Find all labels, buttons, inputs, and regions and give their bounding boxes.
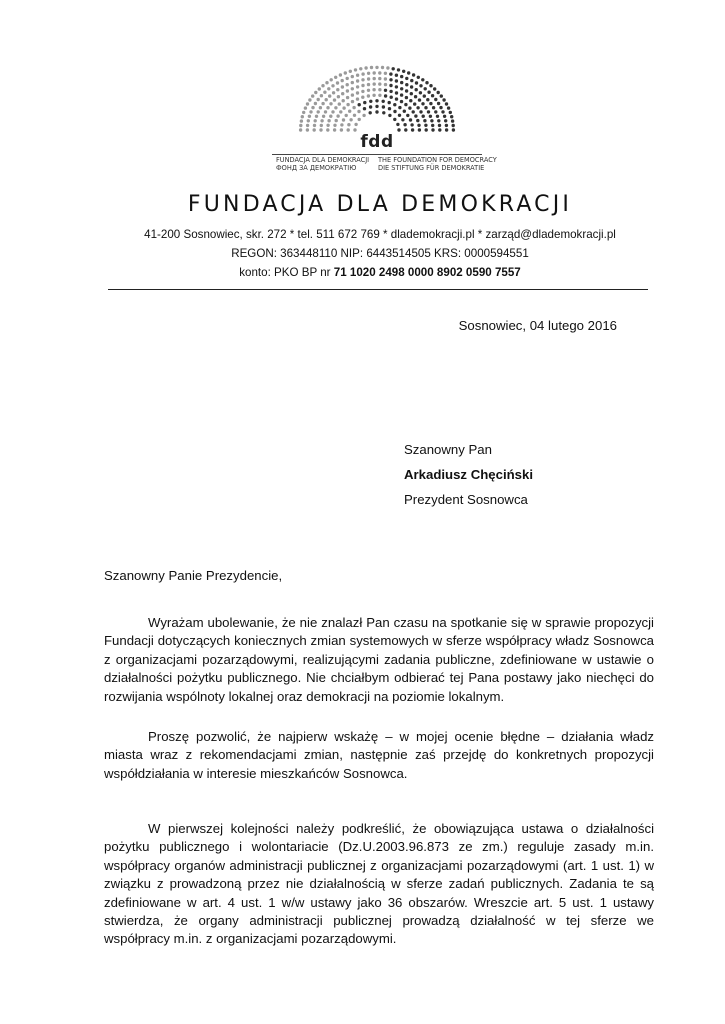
hemicycle-seat-dot	[393, 103, 396, 106]
hemicycle-seat-dot	[346, 89, 349, 92]
hemicycle-seat-dot	[349, 118, 352, 121]
hemicycle-seat-dot	[321, 84, 324, 87]
hemicycle-seat-dot	[382, 100, 385, 103]
hemicycle-seat-dot	[437, 91, 440, 94]
hemicycle-seat-dot	[354, 68, 357, 71]
hemicycle-seat-dot	[410, 92, 413, 95]
hemicycle-seat-dot	[307, 119, 310, 122]
hemicycle-seat-dot	[356, 79, 359, 82]
hemicycle-seat-dot	[311, 106, 314, 109]
hemicycle-seat-dot	[423, 94, 426, 97]
hemicycle-seat-dot	[434, 98, 437, 101]
hemicycle-seat-dot	[438, 124, 441, 127]
hemicycle-seat-dot	[351, 87, 354, 90]
hemicycle-seat-dot	[412, 110, 415, 113]
account-prefix: konto: PKO BP nr	[239, 266, 334, 279]
hemicycle-seat-dot	[449, 111, 452, 114]
hemicycle-seat-dot	[437, 102, 440, 105]
hemicycle-seat-dot	[410, 85, 413, 88]
hemicycle-seat-dot	[395, 85, 398, 88]
hemicycle-seat-dot	[451, 119, 454, 122]
hemicycle-seat-dot	[434, 110, 437, 113]
hemicycle-seat-dot	[402, 70, 405, 73]
hemicycle-seat-dot	[342, 99, 345, 102]
hemicycle-seat-dot	[389, 90, 392, 93]
hemicycle-seat-dot	[373, 82, 376, 85]
hemicycle-seat-dot	[300, 119, 303, 122]
hemicycle-seat-dot	[329, 102, 332, 105]
hemicycle-seat-dot	[424, 87, 427, 90]
recipient-name: Arkadiusz Chęciński	[404, 467, 533, 482]
hemicycle-seat-dot	[403, 123, 406, 126]
hemicycle-seat-dot	[370, 66, 373, 69]
hemicycle-seat-dot	[419, 91, 422, 94]
hemicycle-seat-dot	[320, 94, 323, 97]
hemicycle-seat-dot	[331, 110, 334, 113]
hemicycle-seat-dot	[384, 83, 387, 86]
hemicycle-seat-dot	[313, 124, 316, 127]
hemicycle-seat-dot	[447, 106, 450, 109]
hemicycle-seat-dot	[321, 102, 324, 105]
hemicycle-seat-dot	[369, 111, 372, 114]
foundation-logo	[262, 52, 497, 180]
hemicycle-seat-dot	[306, 124, 309, 127]
hemicycle-seat-dot	[378, 94, 381, 97]
parliament-hemicycle-icon	[262, 52, 492, 132]
hemicycle-seat-dot	[424, 106, 427, 109]
hemicycle-seat-dot	[315, 115, 318, 118]
hemicycle-seat-dot	[335, 119, 338, 122]
hemicycle-seat-dot	[320, 124, 323, 127]
hemicycle-seat-dot	[384, 94, 387, 97]
hemicycle-seat-dot	[369, 100, 372, 103]
hemicycle-seat-dot	[400, 75, 403, 78]
organization-name: FUNDACJA DLA DEMOKRACJI	[187, 192, 573, 217]
hemicycle-seat-dot	[346, 96, 349, 99]
hemicycle-seat-dot	[342, 106, 345, 109]
hemicycle-seat-dot	[421, 78, 424, 81]
hemicycle-seat-dot	[381, 66, 384, 69]
hemicycle-seat-dot	[425, 81, 428, 84]
hemicycle-seat-dot	[390, 96, 393, 99]
hemicycle-seat-dot	[342, 118, 345, 121]
hemicycle-seat-dot	[384, 89, 387, 92]
hemicycle-seat-dot	[395, 97, 398, 100]
hemicycle-seat-dot	[430, 119, 433, 122]
hemicycle-seat-dot	[397, 68, 400, 71]
hemicycle-seat-dot	[369, 105, 372, 108]
hemicycle-seat-dot	[392, 67, 395, 70]
hemicycle-seat-dot	[389, 78, 392, 81]
hemicycle-seat-dot	[407, 71, 410, 74]
hemicycle-seat-dot	[352, 106, 355, 109]
hemicycle-seat-dot	[320, 119, 323, 122]
hemicycle-seat-dot	[338, 102, 341, 105]
hemicycle-seat-dot	[358, 118, 361, 121]
hemicycle-seat-dot	[421, 102, 424, 105]
hemicycle-seat-dot	[400, 93, 403, 96]
hemicycle-seat-dot	[325, 81, 328, 84]
hemicycle-seat-dot	[327, 119, 330, 122]
hemicycle-seat-dot	[431, 124, 434, 127]
hemicycle-seat-dot	[427, 110, 430, 113]
hemicycle-seat-dot	[328, 94, 331, 97]
hemicycle-seat-dot	[445, 102, 448, 105]
logo-left-text	[276, 156, 369, 172]
hemicycle-seat-dot	[398, 114, 401, 117]
hemicycle-seat-dot	[372, 88, 375, 91]
hemicycle-seat-dot	[409, 118, 412, 121]
hemicycle-seat-dot	[344, 71, 347, 74]
hemicycle-seat-dot	[415, 88, 418, 91]
hemicycle-seat-dot	[351, 93, 354, 96]
hemicycle-seat-dot	[398, 106, 401, 109]
hemicycle-seat-dot	[393, 118, 396, 121]
hemicycle-seat-dot	[323, 91, 326, 94]
hemicycle-seat-dot	[429, 84, 432, 87]
hemicycle-seat-dot	[416, 119, 419, 122]
hemicycle-seat-dot	[375, 66, 378, 69]
hemicycle-seat-dot	[388, 101, 391, 104]
header-divider	[108, 289, 648, 290]
registry-line: REGON: 363448110 NIP: 6443514505 KRS: 0000594551	[231, 247, 529, 260]
hemicycle-seat-dot	[324, 110, 327, 113]
hemicycle-seat-dot	[375, 105, 378, 108]
hemicycle-seat-dot	[382, 105, 385, 108]
hemicycle-seat-dot	[405, 89, 408, 92]
hemicycle-seat-dot	[450, 115, 453, 118]
hemicycle-seat-dot	[356, 97, 359, 100]
hemicycle-seat-dot	[395, 91, 398, 94]
hemicycle-seat-dot	[395, 79, 398, 82]
hemicycle-seat-dot	[322, 115, 325, 118]
hemicycle-seat-dot	[386, 66, 389, 69]
hemicycle-seat-dot	[336, 114, 339, 117]
hemicycle-seat-dot	[388, 114, 391, 117]
hemicycle-seat-dot	[309, 110, 312, 113]
hemicycle-seat-dot	[304, 106, 307, 109]
hemicycle-seat-dot	[341, 85, 344, 88]
hemicycle-seat-dot	[346, 77, 349, 80]
hemicycle-seat-dot	[432, 106, 435, 109]
hemicycle-seat-dot	[396, 123, 399, 126]
hemicycle-seat-dot	[337, 95, 340, 98]
hemicycle-seat-dot	[340, 123, 343, 126]
hemicycle-seat-dot	[412, 73, 415, 76]
hemicycle-seat-dot	[404, 103, 407, 106]
hemicycle-seat-dot	[311, 94, 314, 97]
hemicycle-seat-dot	[326, 124, 329, 127]
logo-right-line-2: DIE STIFTUNG FÜR DEMOKRATIE	[378, 164, 485, 173]
logo-left-line-2: ФОНД ЗА ДЕМОКРАТІЮ	[276, 164, 357, 173]
hemicycle-seat-dot	[325, 98, 328, 101]
hemicycle-seat-dot	[306, 102, 309, 105]
hemicycle-seat-dot	[361, 90, 364, 93]
hemicycle-seat-dot	[317, 98, 320, 101]
hemicycle-seat-dot	[384, 72, 387, 75]
hemicycle-seat-dot	[424, 124, 427, 127]
hemicycle-seat-dot	[445, 124, 448, 127]
hemicycle-seat-dot	[419, 110, 422, 113]
hemicycle-seat-dot	[431, 94, 434, 97]
hemicycle-seat-dot	[330, 78, 333, 81]
hemicycle-seat-dot	[308, 115, 311, 118]
hemicycle-seat-dot	[351, 81, 354, 84]
hemicycle-seat-dot	[439, 106, 442, 109]
hemicycle-seat-dot	[414, 95, 417, 98]
hemicycle-seat-dot	[429, 115, 432, 118]
hemicycle-seat-dot	[395, 74, 398, 77]
hemicycle-seat-dot	[393, 110, 396, 113]
hemicycle-seat-dot	[405, 96, 408, 99]
hemicycle-seat-dot	[358, 103, 361, 106]
hemicycle-seat-dot	[339, 110, 342, 113]
hemicycle-seat-dot	[346, 83, 349, 86]
hemicycle-seat-dot	[327, 87, 330, 90]
hemicycle-seat-dot	[345, 114, 348, 117]
hemicycle-seat-dot	[333, 124, 336, 127]
logo-divider	[272, 154, 482, 155]
hemicycle-seat-dot	[401, 118, 404, 121]
hemicycle-seat-dot	[349, 70, 352, 73]
hemicycle-seat-dot	[415, 81, 418, 84]
hemicycle-seat-dot	[333, 98, 336, 101]
hemicycle-seat-dot	[364, 66, 367, 69]
hemicycle-seat-dot	[405, 83, 408, 86]
hemicycle-seat-dot	[302, 111, 305, 114]
hemicycle-seat-dot	[314, 91, 317, 94]
hemicycle-seat-dot	[433, 87, 436, 90]
hemicycle-seat-dot	[400, 100, 403, 103]
hemicycle-seat-dot	[437, 119, 440, 122]
hemicycle-seat-dot	[436, 115, 439, 118]
hemicycle-seat-dot	[373, 77, 376, 80]
hemicycle-seat-dot	[389, 84, 392, 87]
recipient-salutation: Szanowny Pan	[404, 442, 492, 457]
hemicycle-seat-dot	[406, 114, 409, 117]
hemicycle-seat-dot	[348, 110, 351, 113]
hemicycle-seat-dot	[452, 124, 455, 127]
hemicycle-seat-dot	[301, 115, 304, 118]
hemicycle-seat-dot	[331, 84, 334, 87]
logo-mark: fdd	[360, 132, 394, 152]
hemicycle-seat-dot	[329, 115, 332, 118]
hemicycle-seat-dot	[442, 98, 445, 101]
hemicycle-seat-dot	[319, 106, 322, 109]
hemicycle-seat-dot	[403, 110, 406, 113]
hemicycle-seat-dot	[356, 74, 359, 77]
hemicycle-seat-dot	[351, 100, 354, 103]
hemicycle-seat-dot	[361, 96, 364, 99]
hemicycle-seat-dot	[359, 67, 362, 70]
hemicycle-seat-dot	[423, 119, 426, 122]
hemicycle-seat-dot	[378, 88, 381, 91]
hemicycle-seat-dot	[318, 87, 321, 90]
hemicycle-seat-dot	[440, 94, 443, 97]
hemicycle-seat-dot	[336, 81, 339, 84]
hemicycle-seat-dot	[419, 84, 422, 87]
hemicycle-seat-dot	[418, 98, 421, 101]
hemicycle-seat-dot	[417, 76, 420, 79]
hemicycle-seat-dot	[367, 72, 370, 75]
hemicycle-seat-dot	[363, 107, 366, 110]
letter-greeting: Szanowny Panie Prezydencie,	[104, 568, 283, 583]
hemicycle-seat-dot	[367, 77, 370, 80]
hemicycle-seat-dot	[326, 106, 329, 109]
hemicycle-seat-dot	[375, 110, 378, 113]
logo-left-line-1: FUNDACJA DLA DEMOKRACJI	[276, 156, 370, 164]
hemicycle-seat-dot	[413, 102, 416, 105]
hemicycle-seat-dot	[410, 79, 413, 82]
body-paragraph: Wyrażam ubolewanie, że nie znalazł Pan czasu na spotkanie się w sprawie propozycji Fundacji dotyczących koniecznych zmian systemowych w sferze współpracy władz Sosnowca z organizacjami pozarządowymi, realizującymi zadania publiczne, zdefiniowane w ustawie o działalności pożytku publicznego. Nie chciałbym odbierać tej Pana postawy jako niechęci do rozwijania wspólnoty lokalnej oraz demokracji na poziomie lokalnym.	[104, 615, 654, 704]
hemicycle-seat-dot	[427, 91, 430, 94]
hemicycle-seat-dot	[361, 84, 364, 87]
hemicycle-seat-dot	[409, 99, 412, 102]
hemicycle-seat-dot	[353, 114, 356, 117]
hemicycle-seat-dot	[299, 124, 302, 127]
hemicycle-seat-dot	[367, 89, 370, 92]
hemicycle-seat-dot	[373, 71, 376, 74]
hemicycle-seat-dot	[332, 91, 335, 94]
hemicycle-seat-dot	[410, 123, 413, 126]
hemicycle-seat-dot	[382, 111, 385, 114]
hemicycle-seat-dot	[384, 77, 387, 80]
hemicycle-seat-dot	[341, 79, 344, 82]
hemicycle-seat-dot	[347, 123, 350, 126]
hemicycle-seat-dot	[314, 119, 317, 122]
hemicycle-seat-dot	[422, 115, 425, 118]
body-paragraph: Proszę pozwolić, że najpierw wskażę – w mojej ocenie błędne – działania władz miasta wraz z rekomendacjami zmian, następnie zaś przejdę do konkretnych propozycji współdziałania w interesie mieszkańców Sosnowca.	[104, 729, 654, 781]
letter-date: Sosnowiec, 04 lutego 2016	[458, 318, 617, 333]
hemicycle-seat-dot	[354, 123, 357, 126]
hemicycle-seat-dot	[367, 94, 370, 97]
hemicycle-seat-dot	[372, 94, 375, 97]
hemicycle-seat-dot	[408, 106, 411, 109]
hemicycle-seat-dot	[363, 101, 366, 104]
hemicycle-seat-dot	[356, 91, 359, 94]
body-paragraph: W pierwszej kolejności należy podkreślić, że obowiązująca ustawa o działalności pożytku publicznego i wolontariacie (Dz.U.2003.96.873 ze zm.) reguluje zasady m.in. współpracy organów administracji publicznej z organizacjami pozarządowymi (art. 1 ust. 1) w związku z prowadzoną przez nie działalnością w sferze zadań publicznych. Zadania te są zdefiniowane w art. 4 ust. 1 w/w ustawy jako 36 obszarów. Wreszcie art. 5 ust. 1 ustawy stwierdza, że organy administracji publicznej prowadzą działalność w tej sferze we współpracy m.in. z organizacjami pozarządowymi.	[104, 821, 654, 947]
hemicycle-seat-dot	[351, 75, 354, 78]
hemicycle-seat-dot	[308, 98, 311, 101]
hemicycle-seat-dot	[378, 77, 381, 80]
logo-right-text	[378, 156, 497, 172]
hemicycle-seat-dot	[416, 106, 419, 109]
hemicycle-seat-dot	[405, 77, 408, 80]
account-number: 71 1020 2498 0000 8902 0590 7557	[333, 266, 521, 279]
hemicycle-seat-dot	[367, 83, 370, 86]
hemicycle-seat-dot	[317, 110, 320, 113]
hemicycle-seat-dot	[441, 110, 444, 113]
hemicycle-seat-dot	[341, 92, 344, 95]
hemicycle-seat-dot	[336, 88, 339, 91]
hemicycle-seat-dot	[414, 114, 417, 117]
recipient-title: Prezydent Sosnowca	[404, 492, 528, 507]
contact-line: 41-200 Sosnowiec, skr. 272 * tel. 511 672 769 * dlademokracji.pl * zarząd@dlademokracji.pl	[144, 228, 616, 241]
hemicycle-seat-dot	[444, 119, 447, 122]
hemicycle-seat-dot	[334, 76, 337, 79]
hemicycle-seat-dot	[356, 85, 359, 88]
logo-right-line-1: THE FOUNDATION FOR DEMOCRACY	[378, 156, 497, 164]
hemicycle-seat-dot	[378, 82, 381, 85]
hemicycle-seat-dot	[400, 81, 403, 84]
hemicycle-seat-dot	[443, 115, 446, 118]
hemicycle-seat-dot	[362, 114, 365, 117]
hemicycle-seat-dot	[378, 71, 381, 74]
hemicycle-seat-dot	[426, 98, 429, 101]
hemicycle-seat-dot	[361, 72, 364, 75]
hemicycle-seat-dot	[339, 73, 342, 76]
hemicycle-seat-dot	[334, 106, 337, 109]
hemicycle-seat-dot	[388, 107, 391, 110]
hemicycle-seat-dot	[361, 78, 364, 81]
hemicycle-seat-dot	[314, 102, 317, 105]
hemicycle-seat-dot	[375, 99, 378, 102]
bank-account-line	[0, 266, 725, 279]
hemicycle-seat-dot	[389, 72, 392, 75]
hemicycle-seat-dot	[429, 102, 432, 105]
hemicycle-seat-dot	[346, 103, 349, 106]
hemicycle-seat-dot	[400, 87, 403, 90]
hemicycle-seat-dot	[417, 124, 420, 127]
hemicycle-seat-dot	[357, 110, 360, 113]
